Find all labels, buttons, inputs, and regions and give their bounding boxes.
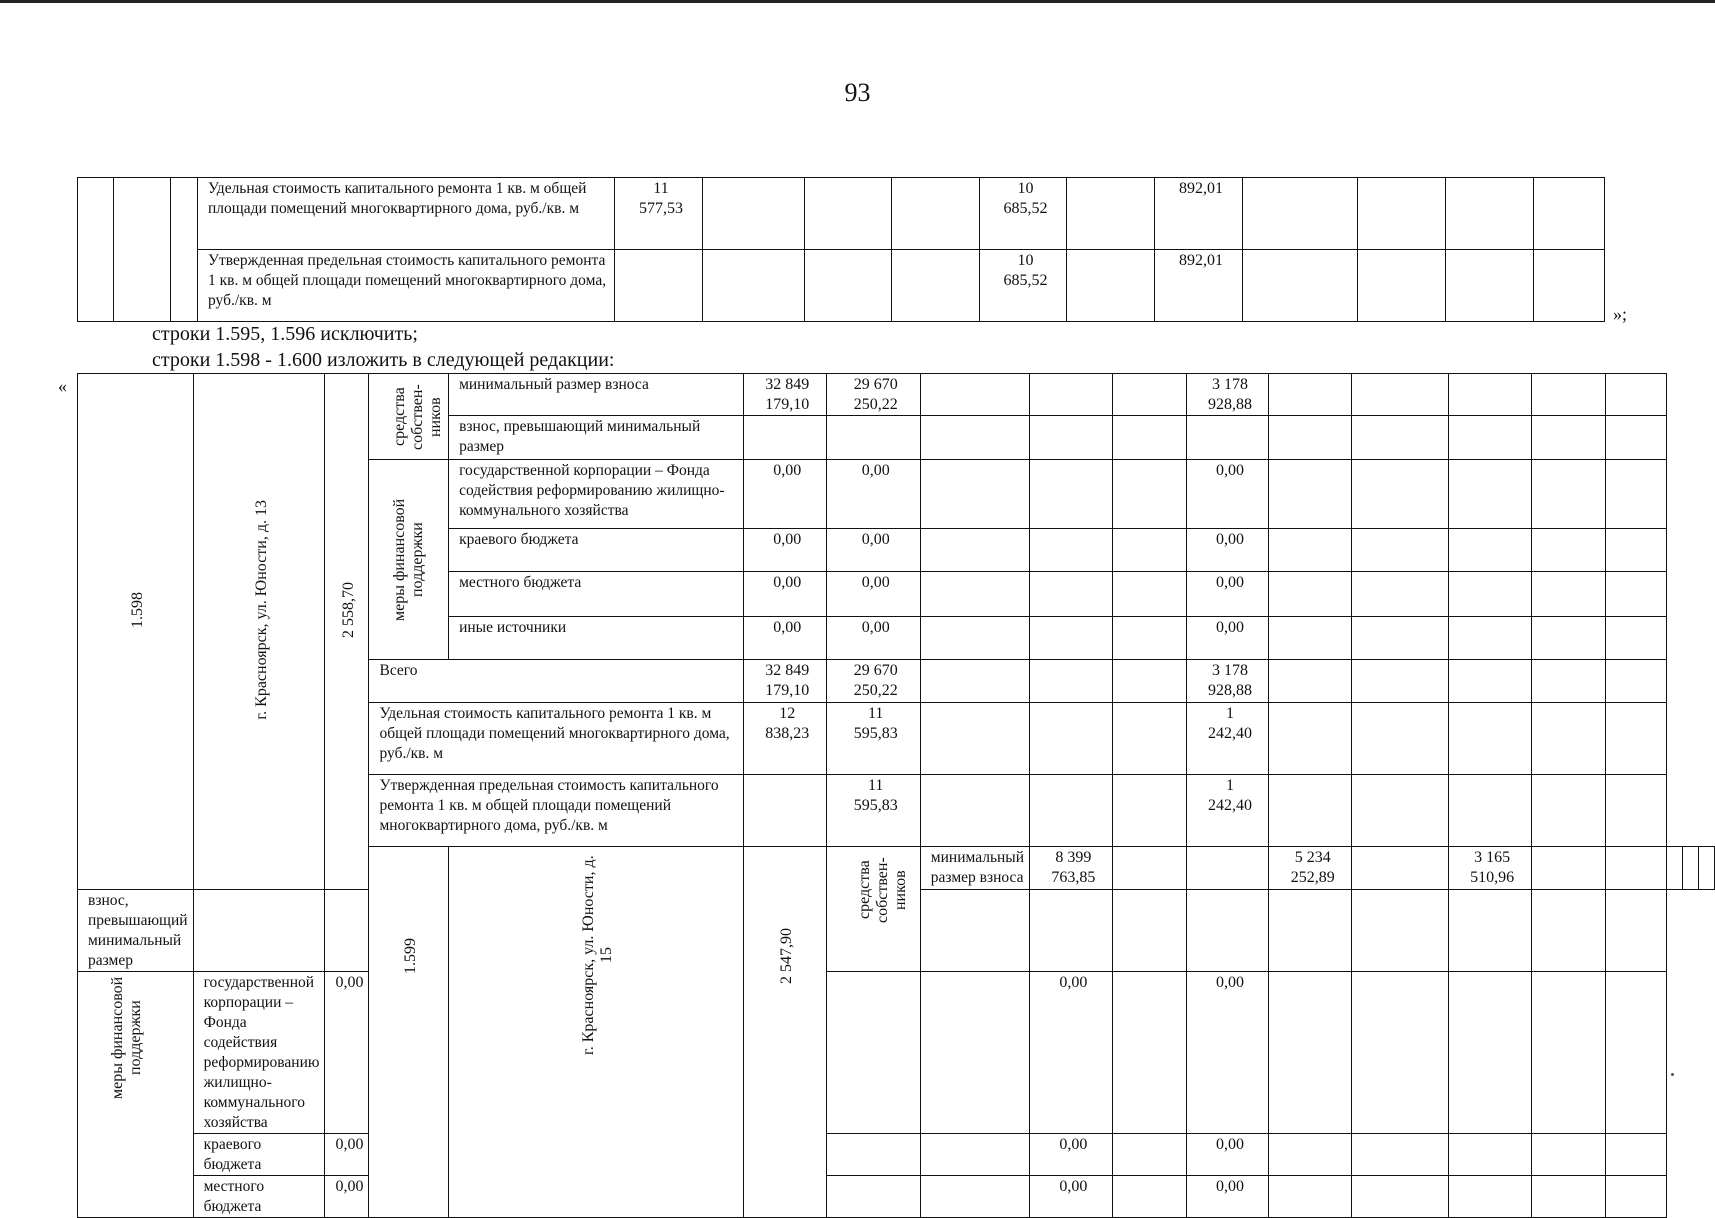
cell-value: 0,00 — [826, 572, 920, 616]
row-label-fond: государственной корпорации – Фонда содействия реформированию жилищно-коммунального хозяйства — [193, 972, 325, 1134]
cell-value: 11 577,53 — [615, 178, 703, 250]
cell-value: 32 849 179,10 — [743, 374, 826, 416]
row-label-mest: местного бюджета — [193, 1176, 325, 1218]
cell-value: 0,00 — [325, 1134, 369, 1176]
row-number-cell — [369, 847, 449, 1218]
cell-value: 8 399 763,85 — [1030, 847, 1113, 890]
row-label-over: взнос, превышающий минимальный размер — [78, 890, 194, 972]
cell-value: 11 595,83 — [826, 775, 920, 847]
cell-value: 29 670 250,22 — [826, 374, 920, 416]
row-number-cell — [78, 374, 194, 890]
row-label-udel: Удельная стоимость капитального ремонта 1 кв. м общей площади помещений многоквартирного дома, руб./кв. м — [369, 703, 743, 775]
top-border-line — [0, 0, 1715, 3]
cell-value: 0,00 — [826, 616, 920, 659]
row-label-over: взнос, превышающий минимальный размер — [449, 416, 744, 460]
row-label-vsego: Всего — [369, 660, 743, 703]
cell-value: 0,00 — [743, 616, 826, 659]
cell-value: 3 178 928,88 — [1186, 374, 1269, 416]
cell-value: 0,00 — [826, 460, 920, 529]
row-label-fond: государственной корпорации – Фонда содействия реформированию жилищно-коммунального хозяйства — [449, 460, 744, 529]
cell-value: 11 595,83 — [826, 703, 920, 775]
group-sobstv: средства собствен-ников — [391, 384, 445, 450]
row-label-min: минимальный размер взноса — [920, 847, 1029, 890]
row-number: 1.599 — [402, 937, 420, 974]
cell-value: 0,00 — [1186, 972, 1269, 1134]
row-label-kraev: краевого бюджета — [193, 1134, 325, 1176]
cell-value: 10 685,52 — [980, 178, 1067, 250]
cell-value: 1 242,40 — [1186, 775, 1269, 847]
address-cell — [449, 847, 744, 1218]
cell-value: 12 838,23 — [743, 703, 826, 775]
table-row — [78, 1134, 1715, 1176]
cell-value: 0,00 — [1030, 972, 1113, 1134]
row-label-udel: Удельная стоимость капитального ремонта 1 кв. м общей площади помещений многоквартирного дома, руб./кв. м — [198, 178, 615, 250]
area: 2 547,90 — [778, 927, 796, 984]
address: г. Красноярск, ул. Юности, д. 15 — [580, 855, 616, 1056]
cell-value: 0,00 — [743, 528, 826, 571]
address-cell — [193, 374, 325, 890]
cell-value: 0,00 — [1186, 460, 1269, 529]
cell-value: 0,00 — [1030, 1176, 1113, 1218]
main-table — [77, 373, 1715, 1218]
scan-speck — [1671, 1073, 1674, 1076]
cell-value: 0,00 — [1186, 1134, 1269, 1176]
row-label-utv: Утвержденная предельная стоимость капитального ремонта 1 кв. м общей площади помещений многоквартирного дома, руб./кв. м — [369, 775, 743, 847]
table-row — [78, 972, 1715, 1134]
group-label-cell — [78, 972, 194, 1218]
area-cell — [325, 374, 369, 890]
group-mery: меры финансовой поддержки — [108, 976, 144, 1100]
group-mery: меры финансовой поддержки — [391, 498, 427, 622]
cell-value: 0,00 — [325, 1176, 369, 1218]
table-row — [78, 374, 1715, 416]
cell-value: 0,00 — [1030, 1134, 1113, 1176]
continuation-table — [77, 177, 1605, 322]
cell-value: 0,00 — [743, 572, 826, 616]
cell-value: 29 670 250,22 — [826, 660, 920, 703]
opening-quote-mark: « — [58, 376, 67, 396]
table-row — [78, 178, 1605, 250]
cell-value: 0,00 — [826, 528, 920, 571]
cell-value: 0,00 — [1186, 1176, 1269, 1218]
cell-value: 1 242,40 — [1186, 703, 1269, 775]
cell-value: 3 178 928,88 — [1186, 660, 1269, 703]
cell-value: 32 849 179,10 — [743, 660, 826, 703]
table-row — [78, 1176, 1715, 1218]
closing-quote-mark: »; — [1613, 304, 1628, 324]
cell-value: 892,01 — [1155, 250, 1243, 322]
cell-value: 0,00 — [743, 460, 826, 529]
cell-value: 5 234 252,89 — [1269, 847, 1352, 890]
cell-value: 892,01 — [1155, 178, 1243, 250]
row-label-min: минимальный размер взноса — [449, 374, 744, 416]
cell-value: 0,00 — [1186, 616, 1269, 659]
row-number: 1.598 — [128, 592, 146, 628]
page-number: 93 — [844, 78, 871, 107]
cell-value: 10 685,52 — [980, 250, 1067, 322]
row-label-utv: Утвержденная предельная стоимость капитального ремонта 1 кв. м общей площади помещений многоквартирного дома, руб./кв. м — [198, 250, 615, 322]
table-row — [78, 250, 1605, 322]
address: г. Красноярск, ул. Юности, д. 13 — [252, 500, 270, 720]
row-label-mest: местного бюджета — [449, 572, 744, 616]
area: 2 558,70 — [340, 582, 358, 638]
group-label-cell — [369, 460, 449, 660]
cell-value: 0,00 — [325, 972, 369, 1134]
row-label-inye: иные источники — [449, 616, 744, 659]
instruction-exclude: строки 1.595, 1.596 исключить; — [152, 323, 418, 345]
area-cell — [743, 847, 826, 1218]
cell-value: 0,00 — [1186, 528, 1269, 571]
row-label-kraev: краевого бюджета — [449, 528, 744, 571]
instruction-replace: строки 1.598 - 1.600 изложить в следующей редакции: — [152, 349, 615, 371]
group-label-cell — [369, 374, 449, 460]
group-sobstv: средства собствен-ников — [855, 857, 909, 923]
group-label-cell — [826, 847, 920, 972]
cell-value: 0,00 — [1186, 572, 1269, 616]
cell-value: 3 165 510,96 — [1448, 847, 1531, 890]
